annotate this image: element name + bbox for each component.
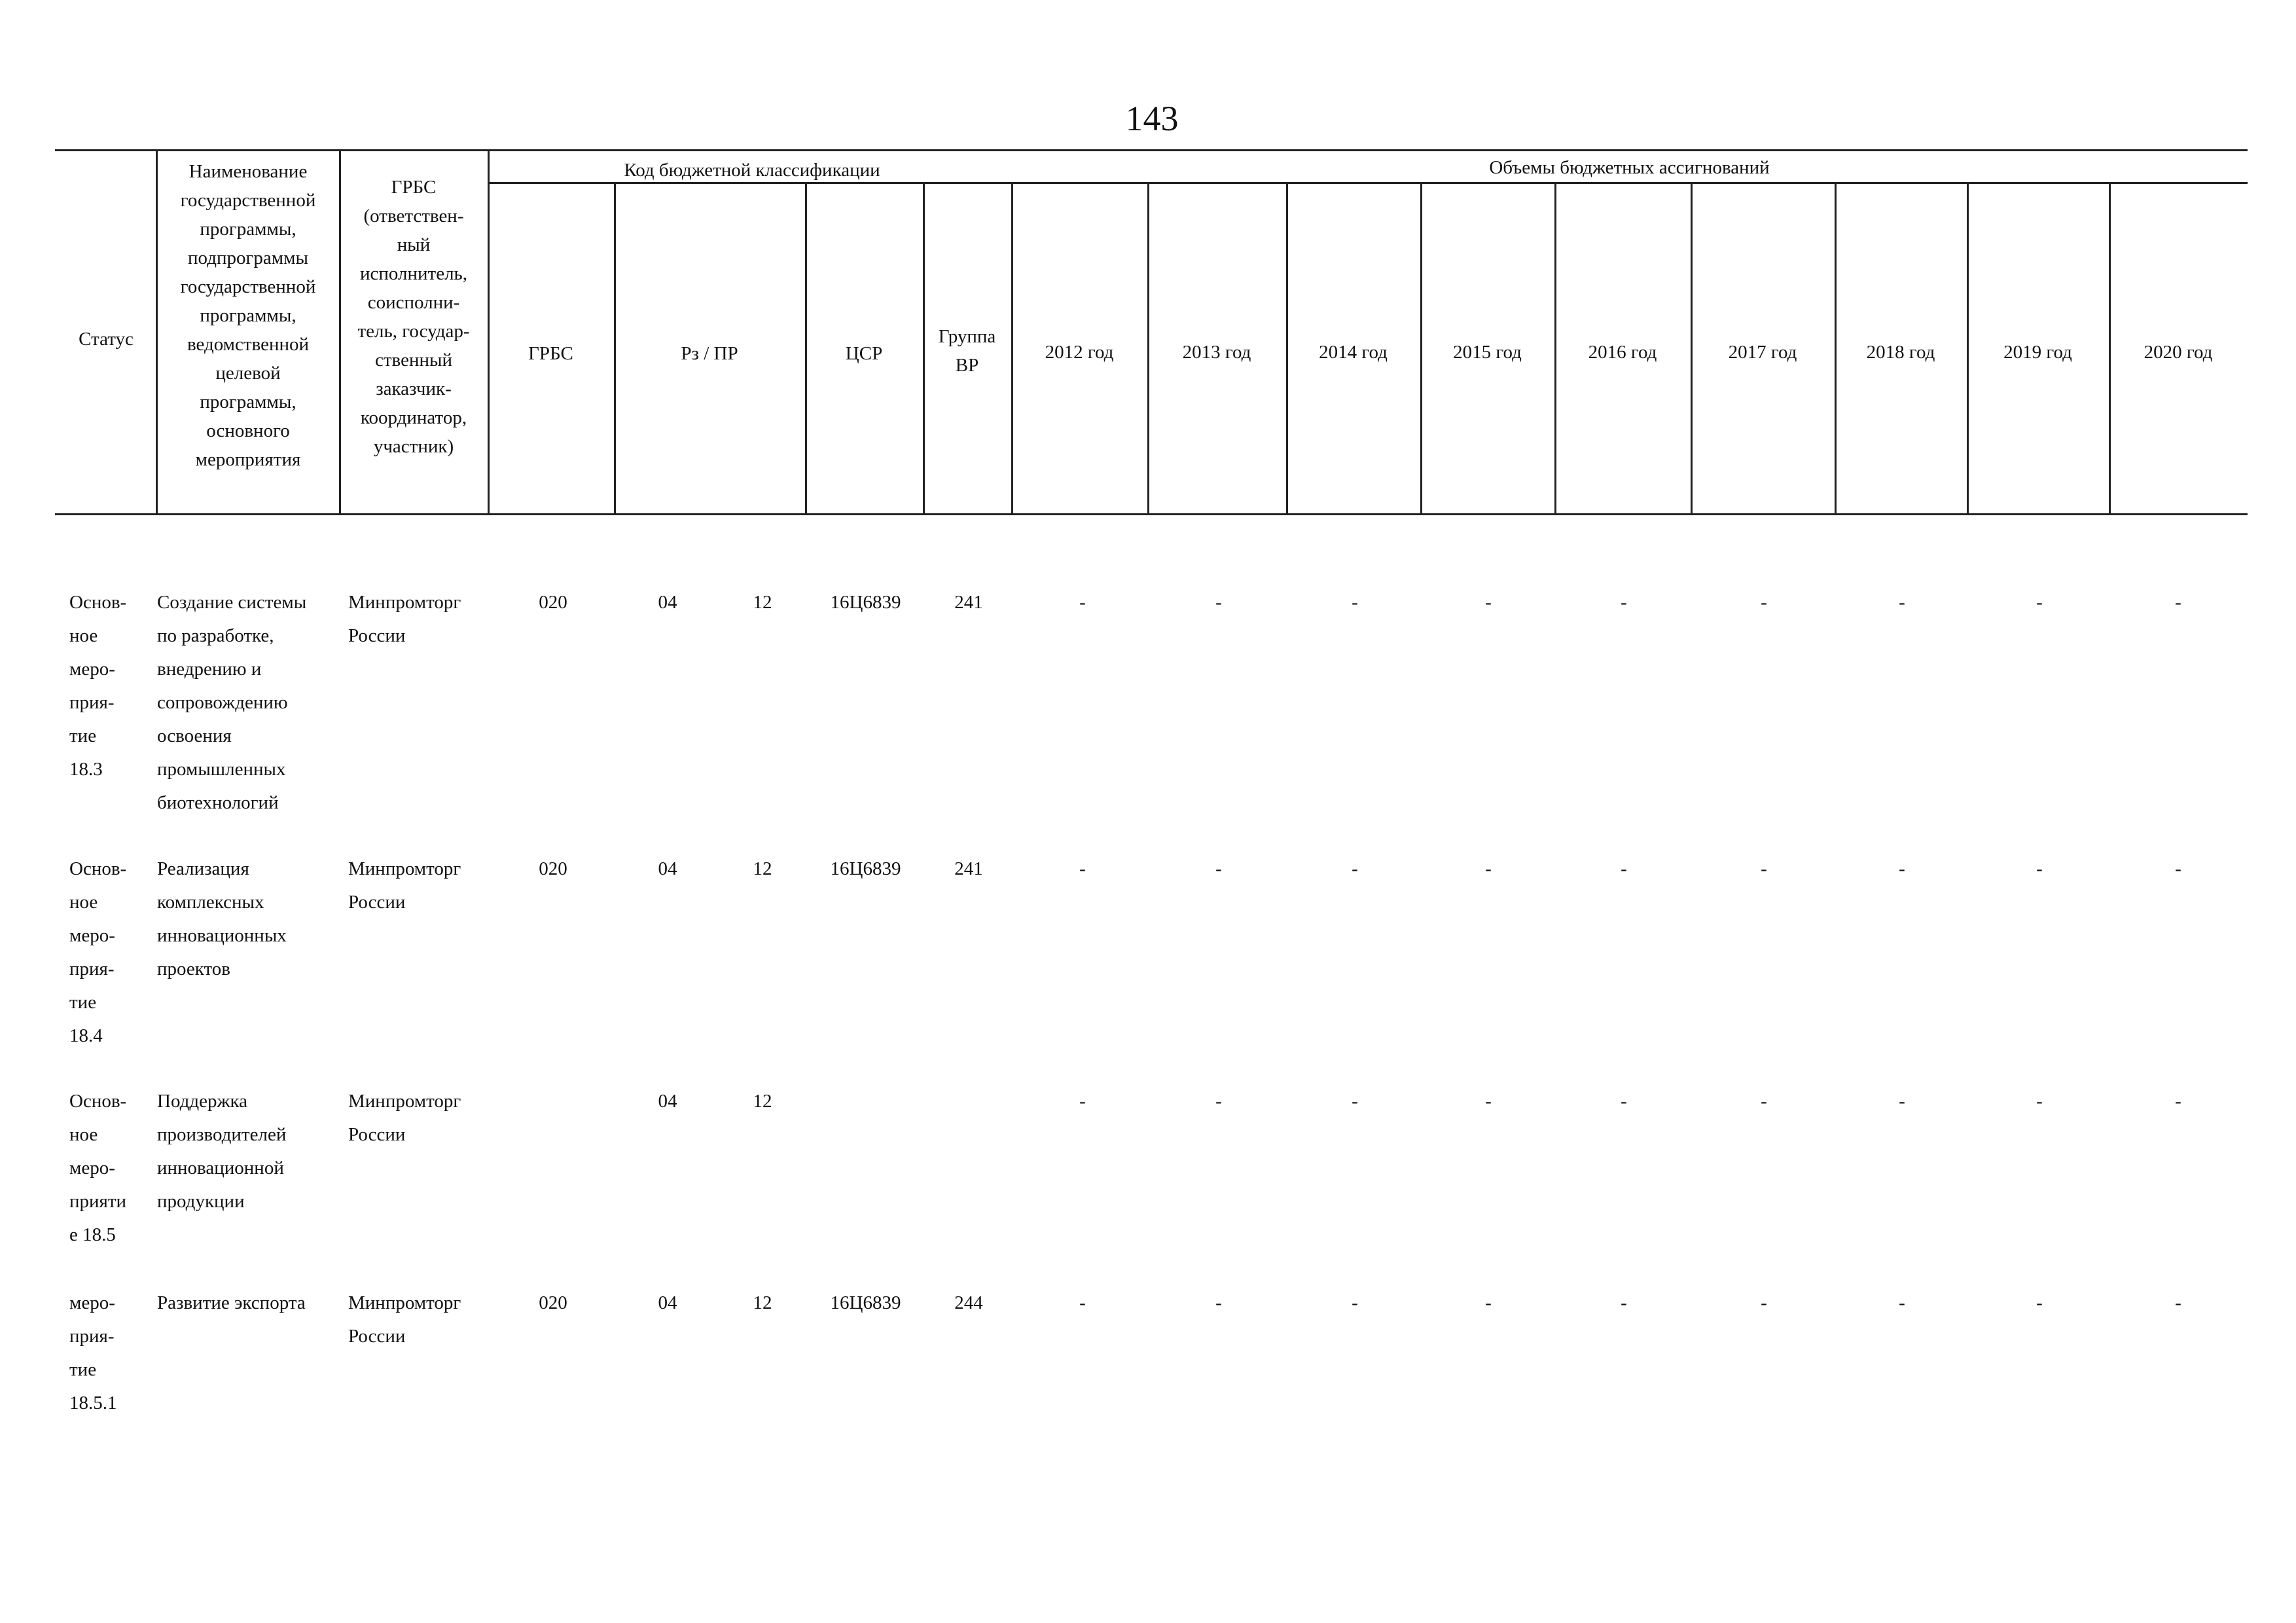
row-grbs-name: Минпромторг России — [348, 1292, 461, 1347]
row-value: - — [1352, 1292, 1358, 1313]
row-value: - — [1215, 1091, 1222, 1112]
header-year: 2015 год — [1453, 342, 1522, 363]
row-value: - — [1621, 1292, 1627, 1313]
header-grbs: ГРБС — [528, 343, 573, 364]
header-grbs-long: ГРБС (ответствен- ный исполнитель, соисполни- тель, государ- ственный заказчик- координатор, участник) — [357, 177, 470, 457]
row-value: - — [1761, 1091, 1767, 1112]
row-value: - — [2036, 1292, 2043, 1313]
row-value: - — [2175, 1292, 2181, 1313]
row-csr: 16Ц6839 — [830, 592, 901, 613]
row-value: - — [1899, 592, 1905, 613]
row-rz: 04 — [658, 1091, 677, 1112]
header-code-group: Код бюджетной классификации — [624, 160, 880, 181]
row-value: - — [1352, 858, 1358, 879]
row-value: - — [1079, 1091, 1086, 1112]
row-pr: 12 — [753, 858, 772, 879]
header-year: 2013 год — [1182, 342, 1251, 363]
header-bottom-line — [55, 513, 2248, 515]
row-status: Основ- ное меро- прия- тие 18.3 — [69, 592, 127, 780]
row-value: - — [2036, 858, 2043, 879]
row-value: - — [1621, 1091, 1627, 1112]
row-rz: 04 — [658, 1292, 677, 1313]
row-name: Развитие экспорта — [157, 1292, 306, 1313]
header-year: 2016 год — [1588, 342, 1657, 363]
row-value: - — [1761, 1292, 1767, 1313]
row-value: - — [1761, 592, 1767, 613]
row-status: Основ- ное меро- прия- тие 18.4 — [69, 858, 127, 1046]
header-year: 2020 год — [2144, 342, 2213, 363]
row-pr: 12 — [753, 1292, 772, 1313]
row-value: - — [1621, 592, 1627, 613]
header-name: Наименование государственной программы, подпрограммы государственной программы, ведомственной целевой программы, основного мероприятия — [180, 161, 316, 470]
header-year: 2014 год — [1319, 342, 1388, 363]
header-year: 2019 год — [2003, 342, 2072, 363]
row-rz: 04 — [658, 592, 677, 613]
header-rz-pr: Рз / ПР — [681, 343, 738, 364]
row-value: - — [2175, 592, 2181, 613]
header-status: Статус — [79, 329, 134, 350]
row-name: Создание системы по разработке, внедрению и сопровождению освоения промышленных биотехнологий — [157, 592, 307, 813]
header-top-line — [55, 149, 2248, 151]
page-number: 143 — [1125, 99, 1179, 138]
row-grbs-name: Минпромторг России — [348, 1091, 461, 1145]
row-value: - — [1352, 1091, 1358, 1112]
header-year: 2012 год — [1045, 342, 1114, 363]
row-value: - — [1215, 1292, 1222, 1313]
row-rz: 04 — [658, 858, 677, 879]
row-value: - — [1621, 858, 1627, 879]
row-status: Основ- ное меро- прияти е 18.5 — [69, 1091, 127, 1245]
header-year: 2018 год — [1866, 342, 1935, 363]
row-value: - — [1899, 1292, 1905, 1313]
row-grbs-code: 020 — [539, 858, 567, 879]
header-volume-group: Объемы бюджетных ассигнований — [1489, 157, 1770, 178]
row-status: меро- прия- тие 18.5.1 — [69, 1292, 117, 1413]
row-value: - — [2036, 1091, 2043, 1112]
row-value: - — [1352, 592, 1358, 613]
row-csr: 16Ц6839 — [830, 1292, 901, 1313]
row-grbs-name: Минпромторг России — [348, 592, 461, 646]
row-value: - — [2036, 592, 2043, 613]
row-vr: 241 — [954, 858, 983, 879]
row-value: - — [1079, 592, 1086, 613]
row-name: Поддержка производителей инновационной продукции — [157, 1091, 287, 1212]
row-value: - — [2175, 1091, 2181, 1112]
row-value: - — [1079, 858, 1086, 879]
row-value: - — [1215, 858, 1222, 879]
row-value: - — [1899, 858, 1905, 879]
row-grbs-code: 020 — [539, 592, 567, 613]
row-pr: 12 — [753, 592, 772, 613]
row-value: - — [1485, 1091, 1492, 1112]
header-vr: Группа ВР — [938, 326, 996, 376]
row-pr: 12 — [753, 1091, 772, 1112]
row-grbs-code: 020 — [539, 1292, 567, 1313]
row-vr: 244 — [954, 1292, 983, 1313]
row-grbs-name: Минпромторг России — [348, 858, 461, 913]
row-value: - — [1079, 1292, 1086, 1313]
row-csr: 16Ц6839 — [830, 858, 901, 879]
row-value: - — [1485, 858, 1492, 879]
row-value: - — [1485, 592, 1492, 613]
row-value: - — [2175, 858, 2181, 879]
row-value: - — [1899, 1091, 1905, 1112]
row-name: Реализация комплексных инновационных проектов — [157, 858, 287, 979]
header-year: 2017 год — [1728, 342, 1797, 363]
row-vr: 241 — [954, 592, 983, 613]
row-value: - — [1215, 592, 1222, 613]
header-csr: ЦСР — [845, 343, 883, 364]
row-value: - — [1761, 858, 1767, 879]
row-value: - — [1485, 1292, 1492, 1313]
